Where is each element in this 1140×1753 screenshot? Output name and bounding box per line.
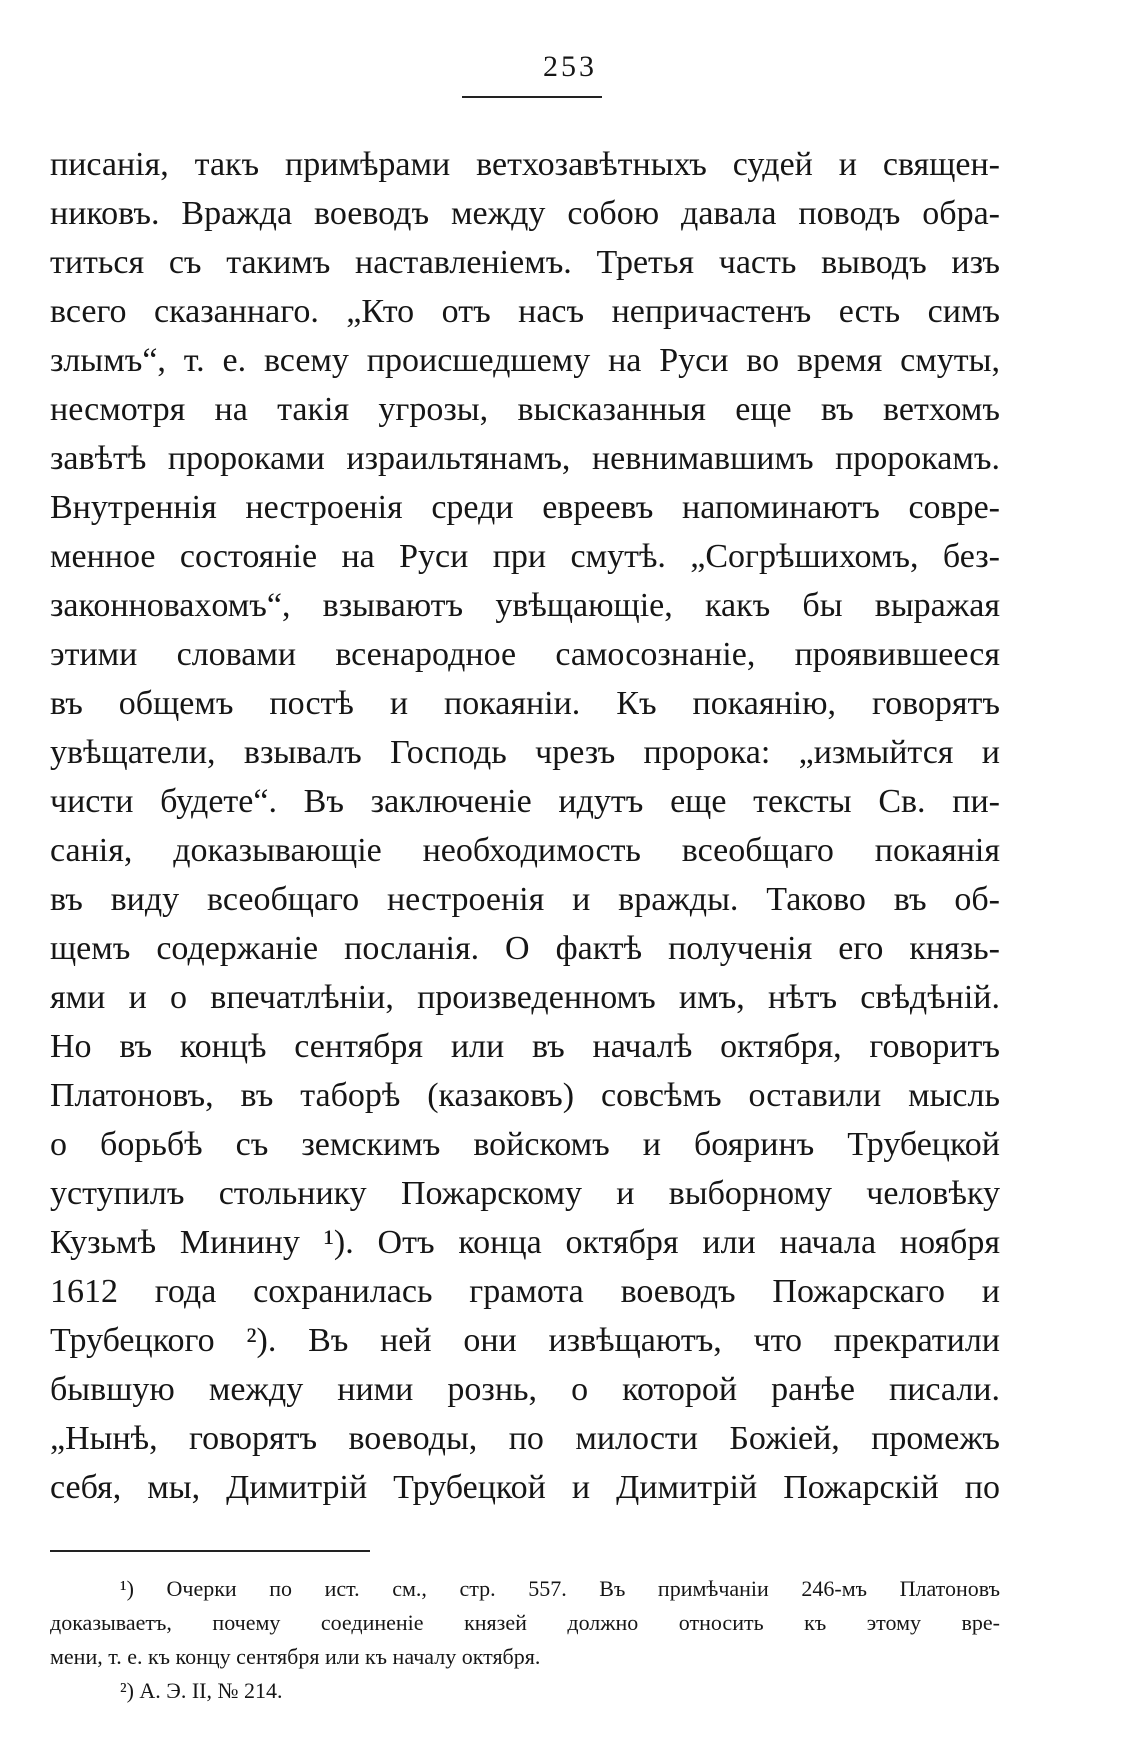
- text-line: щемъ содержаніе посланія. О фактѣ полученія его князь-: [50, 930, 1000, 967]
- text-line: Внутреннія нестроенія среди евреевъ напоминаютъ совре-: [50, 489, 1000, 526]
- text-line: чисти будете“. Въ заключеніе идутъ еще тексты Св. пи-: [50, 783, 1000, 820]
- text-line: Но въ концѣ сентября или въ началѣ октября, говоритъ: [50, 1028, 1000, 1065]
- text-line: законноваxомъ“, взываютъ увѣщающіе, какъ бы выражая: [50, 587, 1000, 624]
- text-line: менное состояніе на Руси при смутѣ. „Согрѣшихомъ, без-: [50, 538, 1000, 575]
- text-line: завѣтѣ пророками израильтянамъ, невнимавшимъ пророкамъ.: [50, 440, 1000, 477]
- body-text: [50, 140, 1000, 1512]
- text-line: „Нынѣ, говорятъ воеводы, по милости Божіей, промежъ: [50, 1420, 1000, 1457]
- text-line: Кузьмѣ Минину ¹). Отъ конца октября или начала ноября: [50, 1224, 1000, 1261]
- footnote-line: ²) А. Э. II, № 214.: [120, 1678, 283, 1703]
- text-line: въ общемъ постѣ и покаяніи. Къ покаянію, говорятъ: [50, 685, 1000, 722]
- text-line: несмотря на такія угрозы, высказанныя еще въ ветхомъ: [50, 391, 1000, 428]
- footnotes: [50, 1572, 1000, 1708]
- text-line: себя, мы, Димитрій Трубецкой и Димитрій Пожарскій по: [50, 1469, 1000, 1506]
- text-line: никовъ. Вражда воеводъ между собою давала поводъ обра-: [50, 195, 1000, 232]
- text-line: уступилъ стольнику Пожарскому и выборному человѣку: [50, 1175, 1000, 1212]
- text-line: 1612 года сохранилась грамота воеводъ Пожарскаго и: [50, 1273, 1000, 1310]
- text-line: о борьбѣ съ земскимъ войскомъ и бояринъ Трубецкой: [50, 1126, 1000, 1163]
- page-number: 253: [543, 50, 597, 83]
- text-line: санія, доказывающіе необходимость всеобщаго покаянія: [50, 832, 1000, 869]
- text-line: въ виду всеобщаго нестроенія и вражды. Таково въ об-: [50, 881, 1000, 918]
- text-line: злымъ“, т. е. всему происшедшему на Руси во время смуты,: [50, 342, 1000, 379]
- text-line: писанія, такъ примѣрами ветхозавѣтныхъ судей и священ-: [50, 146, 1000, 183]
- text-line: Платоновъ, въ таборѣ (казаковъ) совсѣмъ оставили мысль: [50, 1077, 1000, 1114]
- text-line: увѣщатели, взывалъ Господь чрезъ пророка: „измыйтся и: [50, 734, 1000, 771]
- text-line: ями и о впечатлѣніи, произведенномъ имъ, нѣтъ свѣдѣній.: [50, 979, 1000, 1016]
- text-line: бывшую между ними рознь, о которой ранѣе писали.: [50, 1371, 1000, 1408]
- footnote-line: доказываетъ, почему соединеніе князей должно относить къ этому вре-: [50, 1610, 1000, 1635]
- text-line: Трубецкого ²). Въ ней они извѣщаютъ, что прекратили: [50, 1322, 1000, 1359]
- text-line: титься съ такимъ наставленіемъ. Третья часть выводъ изъ: [50, 244, 1000, 281]
- footnote-line: мени, т. е. къ концу сентября или къ началу октября.: [50, 1644, 541, 1669]
- footnote-line: ¹) Очерки по ист. см., стр. 557. Въ примѣчаніи 246-мъ Платоновъ: [120, 1576, 1000, 1601]
- text-line: этими словами всенародное самосознаніе, проявившееся: [50, 636, 1000, 673]
- footnote-separator: [50, 1550, 370, 1552]
- page-number-underline: [462, 96, 602, 98]
- text-line: всего сказаннаго. „Кто отъ насъ непричастенъ есть симъ: [50, 293, 1000, 330]
